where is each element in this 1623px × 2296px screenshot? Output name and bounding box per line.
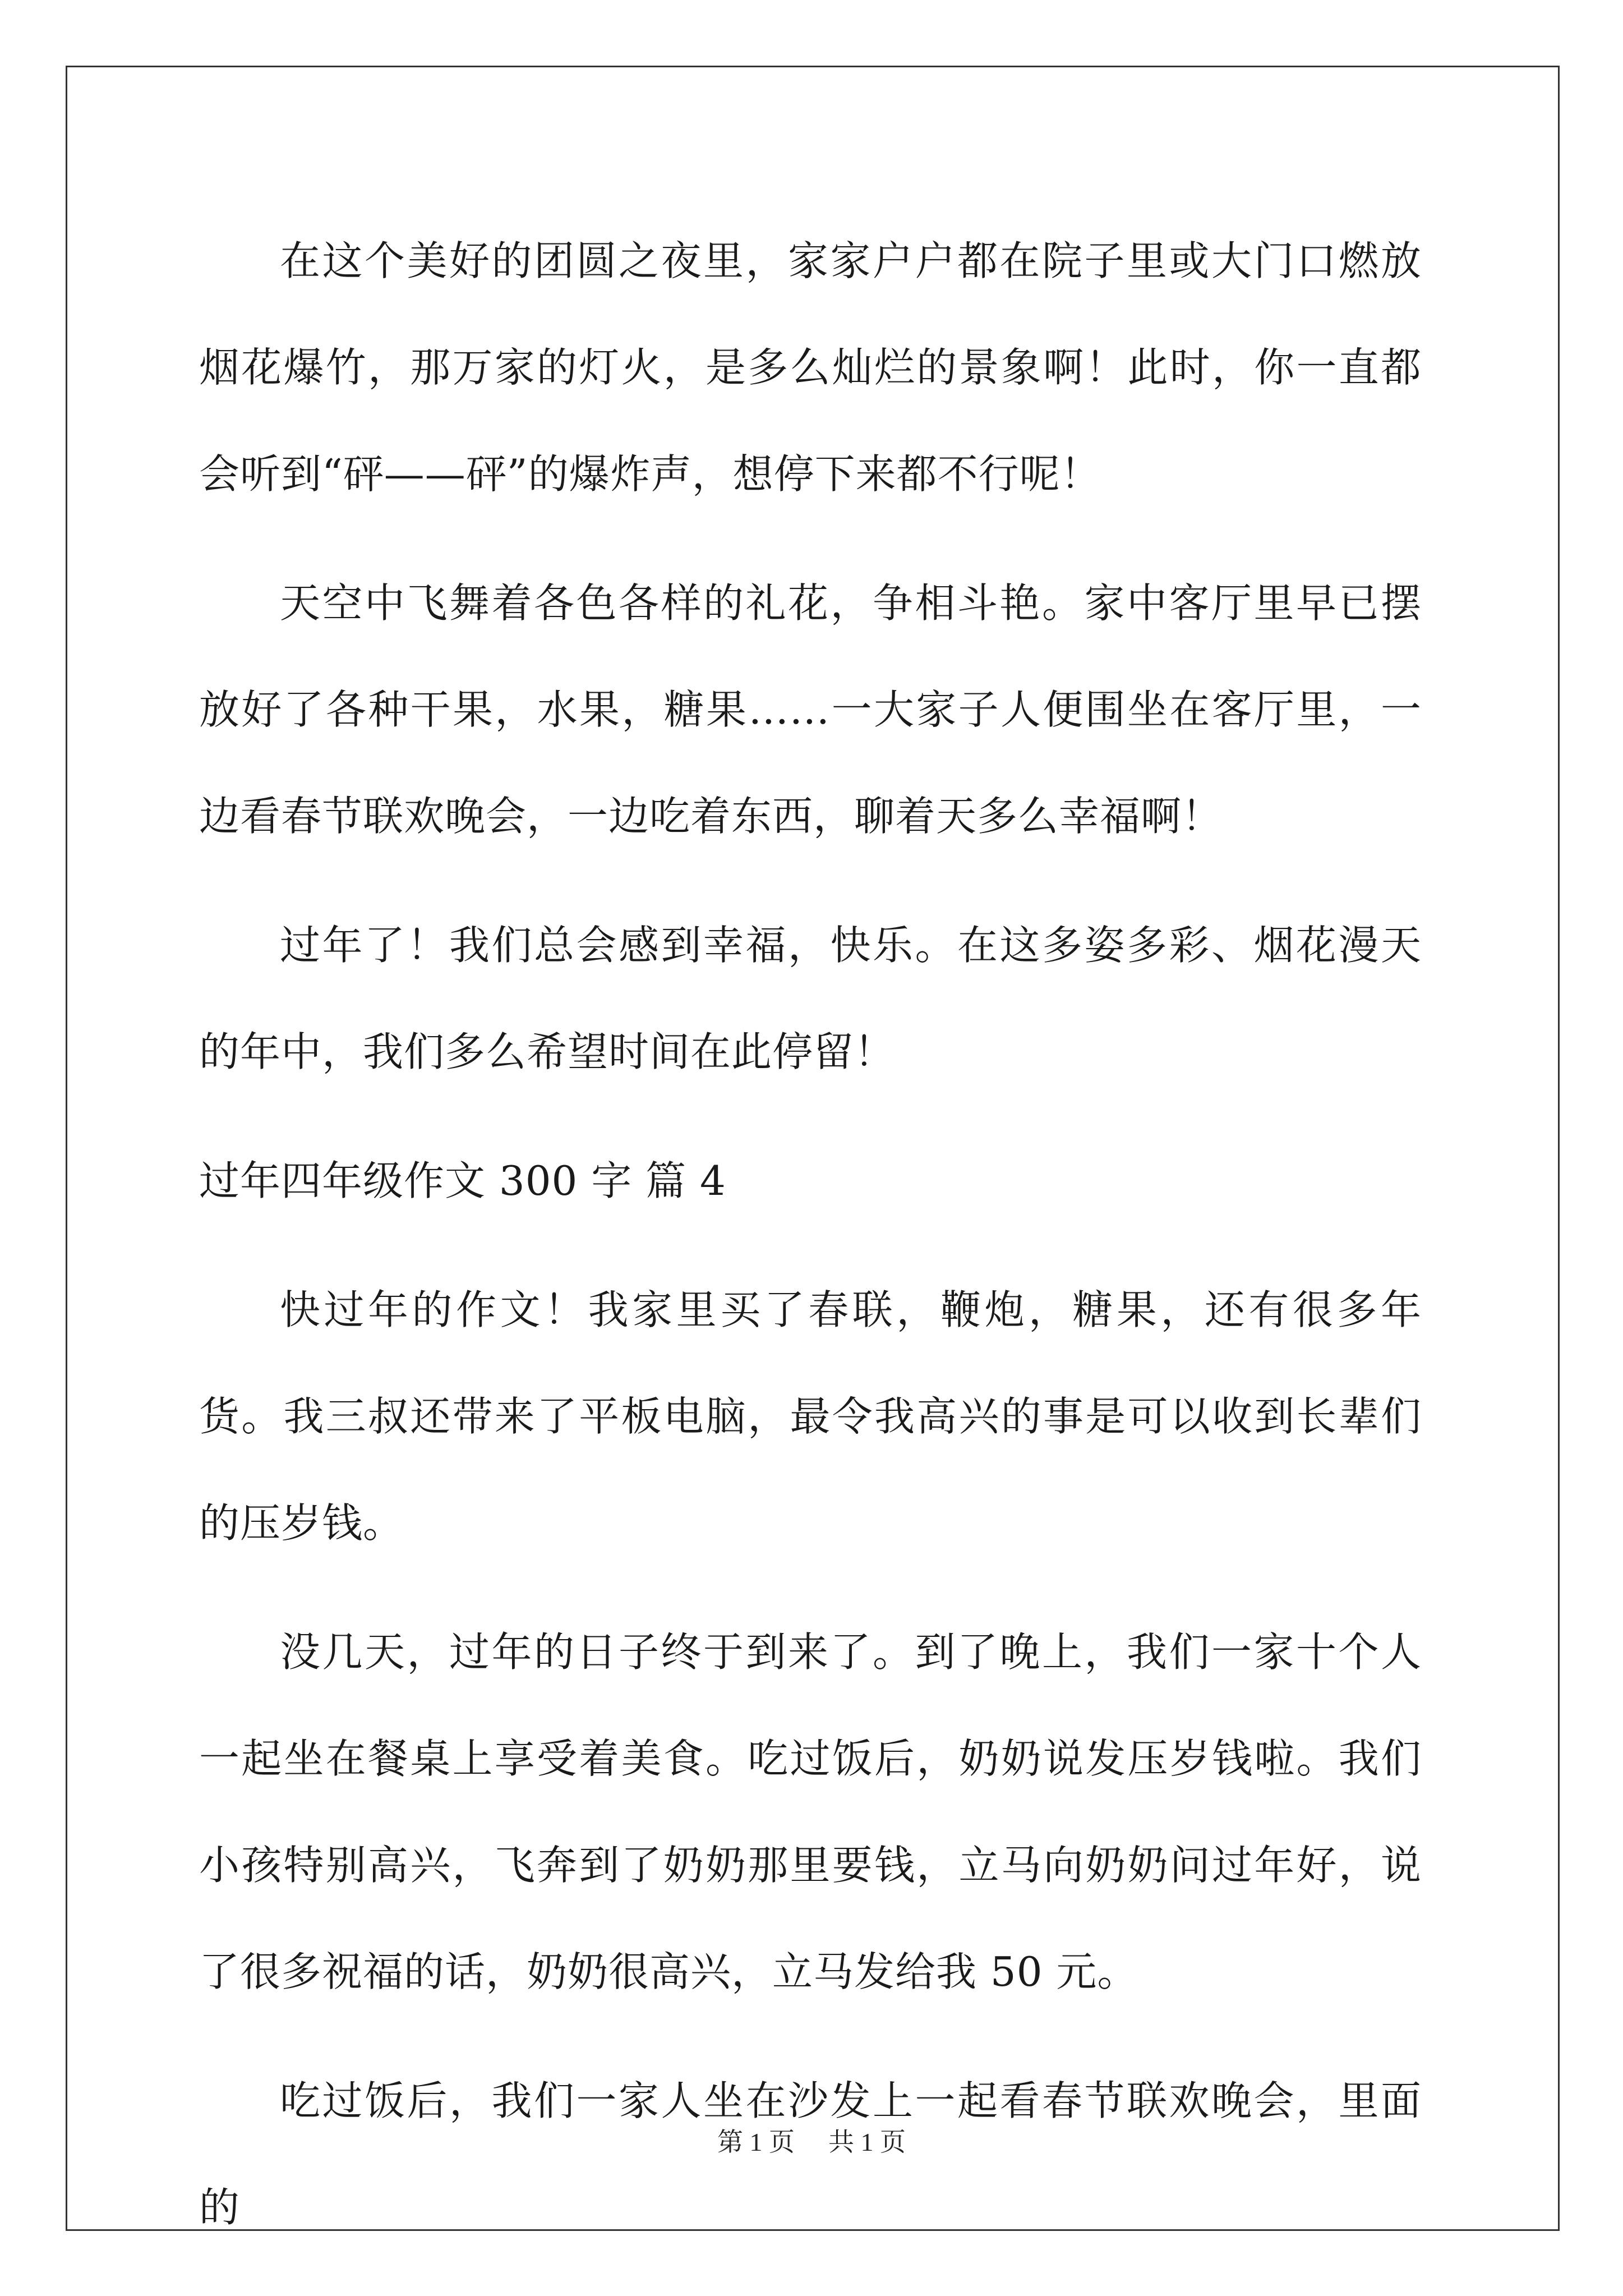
- document-body: [199, 208, 1422, 2283]
- paragraph: 在这个美好的团圆之夜里，家家户户都在院子里或大门口燃放烟花爆竹，那万家的灯火，是多么灿烂的景象啊！此时，你一直都会听到“砰——砰”的爆炸声，想停下来都不行呢！: [199, 237, 1422, 498]
- page-total: 共 1 页: [828, 2128, 906, 2156]
- paragraph: 没几天，过年的日子终于到来了。到了晚上，我们一家十个人一起坐在餐桌上享受着美食。吃过饭后，奶奶说发压岁钱啦。我们小孩特别高兴，飞奔到了奶奶那里要钱，立马向奶奶问过年好，说 了很多祝福的话，奶奶很高兴，立马发给我 50 元。: [199, 1628, 1422, 1995]
- paragraph: 吃过饭后，我们一家人坐在沙发上一起看春节联欢晚会，里面的: [199, 2077, 1422, 2231]
- page-number: 第 1 页: [717, 2128, 795, 2156]
- section-heading: 过年四年级作文 300 字 篇 4: [199, 1157, 726, 1204]
- paragraph: 天空中飞舞着各色各样的礼花，争相斗艳。家中客厅里早已摆放好了各种干果，水果，糖果……一大家子人便围坐在客厅里，一边看春节联欢晚会，一边吃着东西，聊着天多么幸福啊！: [199, 579, 1422, 840]
- page-footer: [0, 2122, 1623, 2159]
- paragraph: 过年了！我们总会感到幸福，快乐。在这多姿多彩、烟花漫天的年中，我们多么希望时间在此停留！: [199, 922, 1422, 1075]
- paragraph: 快过年的作文！我家里买了春联，鞭炮，糖果，还有很多年货。我三叔还带来了平板电脑，最令我高兴的事是可以收到长辈们的压岁钱。: [199, 1286, 1422, 1547]
